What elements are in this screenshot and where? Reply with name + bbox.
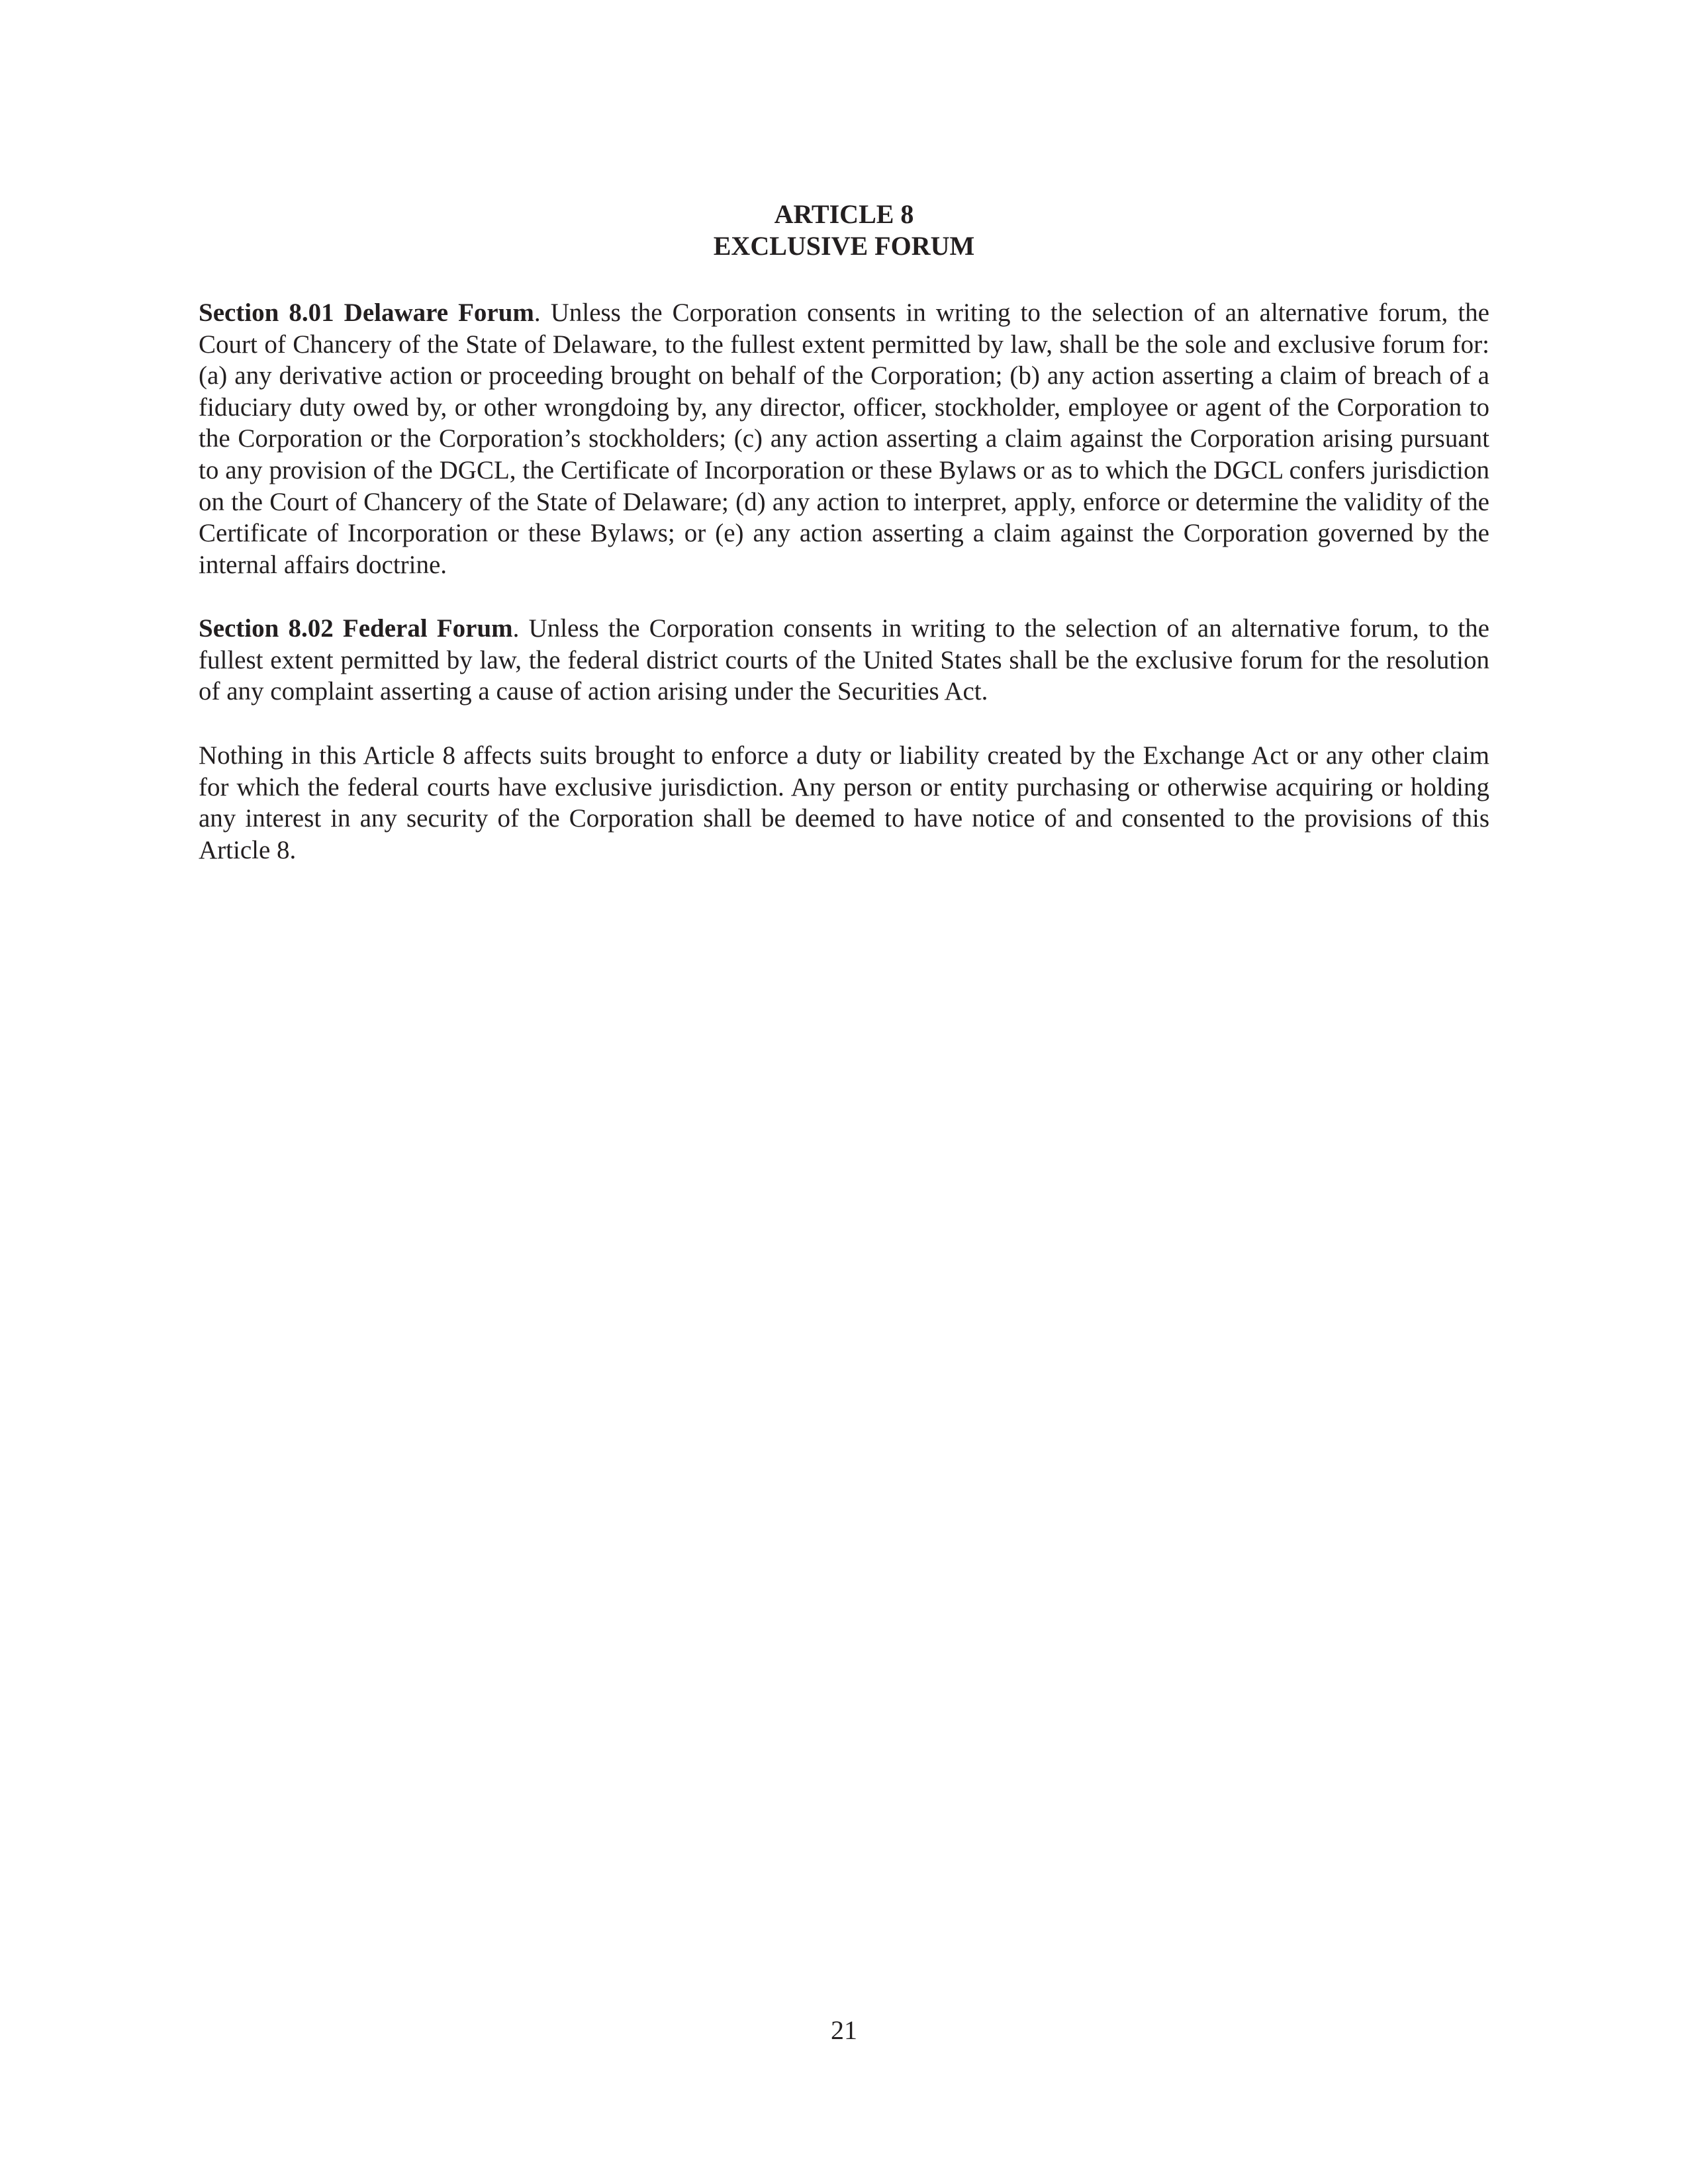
section-8-01-paragraph <box>199 297 1489 580</box>
section-8-01-title: Section 8.01 Delaware Forum <box>199 298 534 327</box>
section-8-01-body: . Unless the Corporation consents in writing to the selection of an alternative forum, the Court of Chancery of the State of Delaware, to the fullest extent permitted by law, shall be the sole and exclusive forum for: (a) any derivative action or proceeding brought on behalf of the Corporation; (b) any action asserting a claim of breach of a fiduciary duty owed by, or other wrongdoing by, any director, officer, stockholder, employee or agent of the Corporation to the Corporation or the Corporation’s stockholders; (c) any action asserting a claim against the Corporation arising pursuant to any provision of the DGCL, the Certificate of Incorporation or these Bylaws or as to which the DGCL confers jurisdiction on the Court of Chancery of the State of Delaware; (d) any action to interpret, apply, enforce or determine the validity of the Certificate of Incorporation or these Bylaws; or (e) any action asserting a claim against the Corporation governed by the internal affairs doctrine. <box>199 298 1489 579</box>
section-8-02-body: . Unless the Corporation consents in writing to the selection of an alternative forum, to the fullest extent permitted by law, the federal district courts of the United States shall be the exclusive forum for the resolution of any complaint asserting a cause of action arising under the Securities Act. <box>199 614 1489 706</box>
article-title: EXCLUSIVE FORUM <box>713 231 975 261</box>
article-heading <box>0 199 1688 262</box>
page-number: 21 <box>831 2015 857 2045</box>
closing-paragraph: Nothing in this Article 8 affects suits brought to enforce a duty or liability created by the Exchange Act or any other claim for which the federal courts have exclusive jurisdiction. Any person or entity purchasing or otherwise acquiring or holding any interest in any security of the Corporation shall be deemed to have notice of and consented to the provisions of this Article 8. <box>199 741 1489 864</box>
section-8-02-paragraph <box>199 613 1489 707</box>
section-8-02-title: Section 8.02 Federal Forum <box>199 614 513 643</box>
article-number: ARTICLE 8 <box>774 199 914 229</box>
